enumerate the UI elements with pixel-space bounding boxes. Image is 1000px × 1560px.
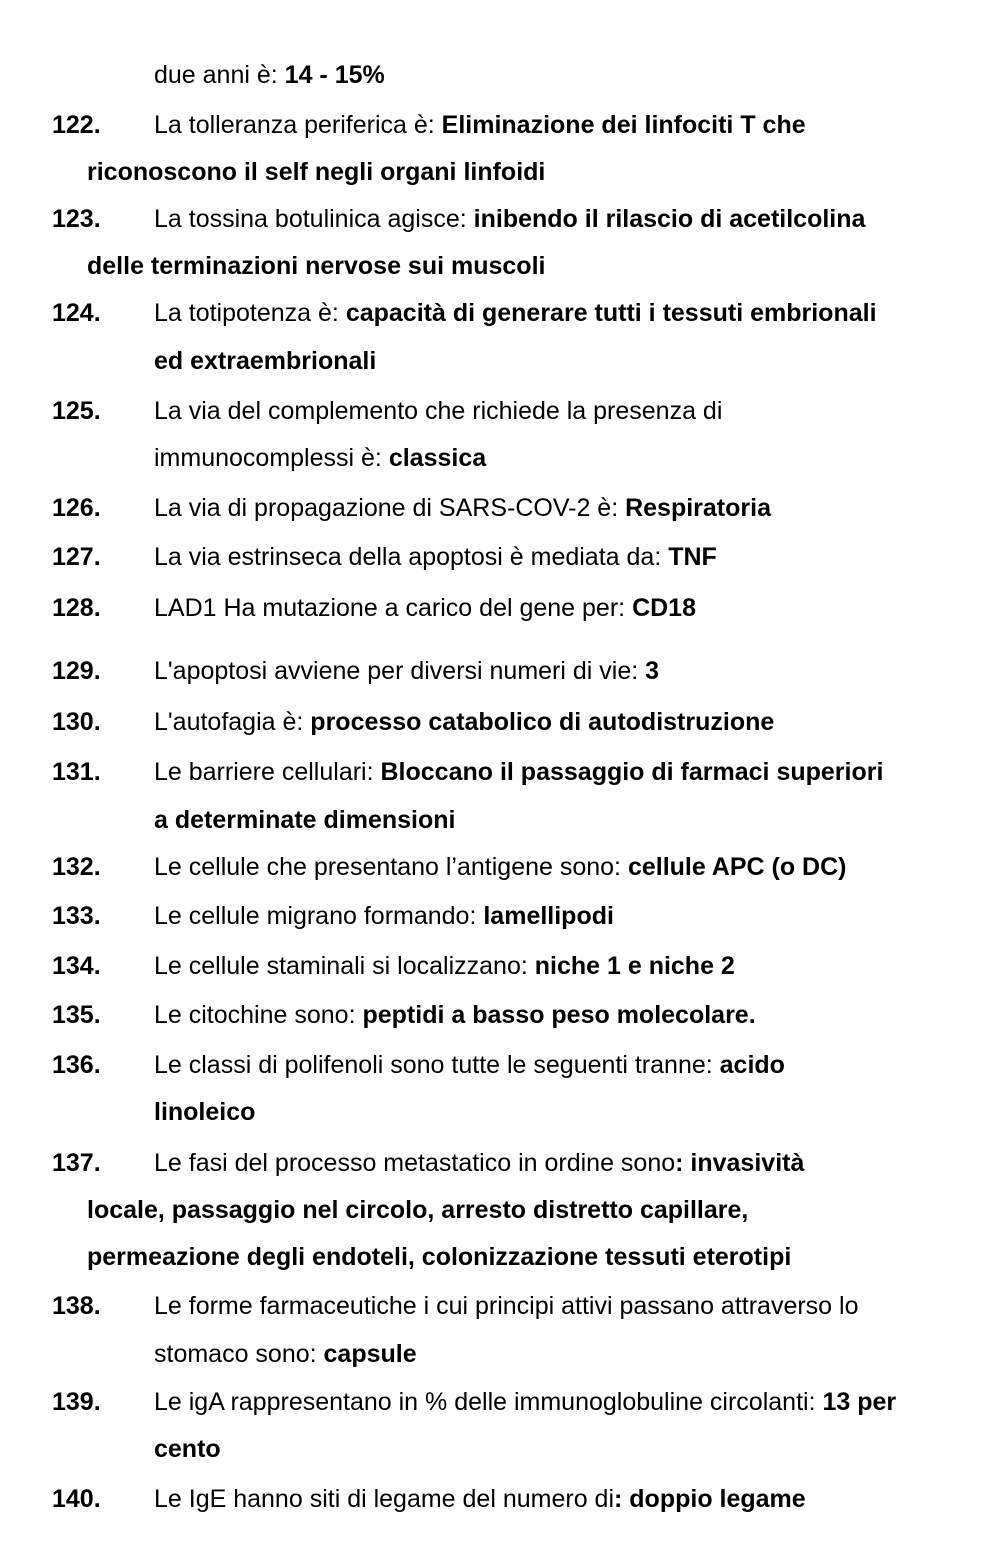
item-number: 127. xyxy=(52,543,101,571)
item-124-line-2: ed extraembrionali xyxy=(154,347,377,375)
item-123-line-2: delle terminazioni nervose sui muscoli xyxy=(87,252,546,280)
item-131-line-2: a determinate dimensioni xyxy=(154,806,456,834)
item-129-line-1: L'apoptosi avviene per diversi numeri di vie: 3 xyxy=(154,657,660,685)
item-137-line-2: locale, passaggio nel circolo, arresto distretto capillare, xyxy=(87,1196,749,1224)
item-124-line-1: La totipotenza è: capacità di generare tutti i tessuti embrionali xyxy=(154,299,877,327)
item-number: 134. xyxy=(52,952,101,980)
item-number: 124. xyxy=(52,299,101,327)
item-138-line-1: Le forme farmaceutiche i cui principi attivi passano attraverso lo xyxy=(154,1292,859,1320)
item-136-line-2: linoleico xyxy=(154,1098,256,1126)
item-121-continuation: due anni è: 14 - 15% xyxy=(154,61,385,89)
item-127-line-1: La via estrinseca della apoptosi è mediata da: TNF xyxy=(154,543,717,571)
item-number: 129. xyxy=(52,657,101,685)
item-number: 136. xyxy=(52,1051,101,1079)
item-number: 139. xyxy=(52,1388,101,1416)
item-131-line-1: Le barriere cellulari: Bloccano il passaggio di farmaci superiori xyxy=(154,758,884,786)
item-130-line-1: L'autofagia è: processo catabolico di autodistruzione xyxy=(154,708,775,736)
item-125-line-1: La via del complemento che richiede la presenza di xyxy=(154,397,723,425)
item-140-line-1: Le IgE hanno siti di legame del numero di: doppio legame xyxy=(154,1485,806,1513)
item-number: 126. xyxy=(52,494,101,522)
item-122-line-2: riconoscono il self negli organi linfoidi xyxy=(87,158,546,186)
item-133-line-1: Le cellule migrano formando: lamellipodi xyxy=(154,902,614,930)
item-139-line-2: cento xyxy=(154,1435,221,1463)
item-number: 131. xyxy=(52,758,101,786)
item-number: 132. xyxy=(52,853,101,881)
item-132-line-1: Le cellule che presentano l’antigene sono: cellule APC (o DC) xyxy=(154,853,847,881)
item-135-line-1: Le citochine sono: peptidi a basso peso molecolare. xyxy=(154,1001,756,1029)
item-122-line-1: La tolleranza periferica è: Eliminazione dei linfociti T che xyxy=(154,111,806,139)
item-number: 125. xyxy=(52,397,101,425)
item-number: 140. xyxy=(52,1485,101,1513)
item-number: 128. xyxy=(52,594,101,622)
item-134-line-1: Le cellule staminali si localizzano: niche 1 e niche 2 xyxy=(154,952,735,980)
item-number: 123. xyxy=(52,205,101,233)
item-123-line-1: La tossina botulinica agisce: inibendo il rilascio di acetilcolina xyxy=(154,205,866,233)
item-125-line-2: immunocomplessi è: classica xyxy=(154,444,487,472)
item-number: 138. xyxy=(52,1292,101,1320)
item-number: 133. xyxy=(52,902,101,930)
item-number: 135. xyxy=(52,1001,101,1029)
item-number: 137. xyxy=(52,1149,101,1177)
item-126-line-1: La via di propagazione di SARS-COV-2 è: Respiratoria xyxy=(154,494,771,522)
item-number: 122. xyxy=(52,111,101,139)
item-137-line-3: permeazione degli endoteli, colonizzazione tessuti eterotipi xyxy=(87,1243,792,1271)
item-138-line-2: stomaco sono: capsule xyxy=(154,1340,417,1368)
item-number: 130. xyxy=(52,708,101,736)
item-139-line-1: Le igA rappresentano in % delle immunoglobuline circolanti: 13 per xyxy=(154,1388,897,1416)
item-136-line-1: Le classi di polifenoli sono tutte le seguenti tranne: acido xyxy=(154,1051,785,1079)
item-128-line-1: LAD1 Ha mutazione a carico del gene per: CD18 xyxy=(154,594,696,622)
item-137-line-1: Le fasi del processo metastatico in ordine sono: invasività xyxy=(154,1149,805,1177)
